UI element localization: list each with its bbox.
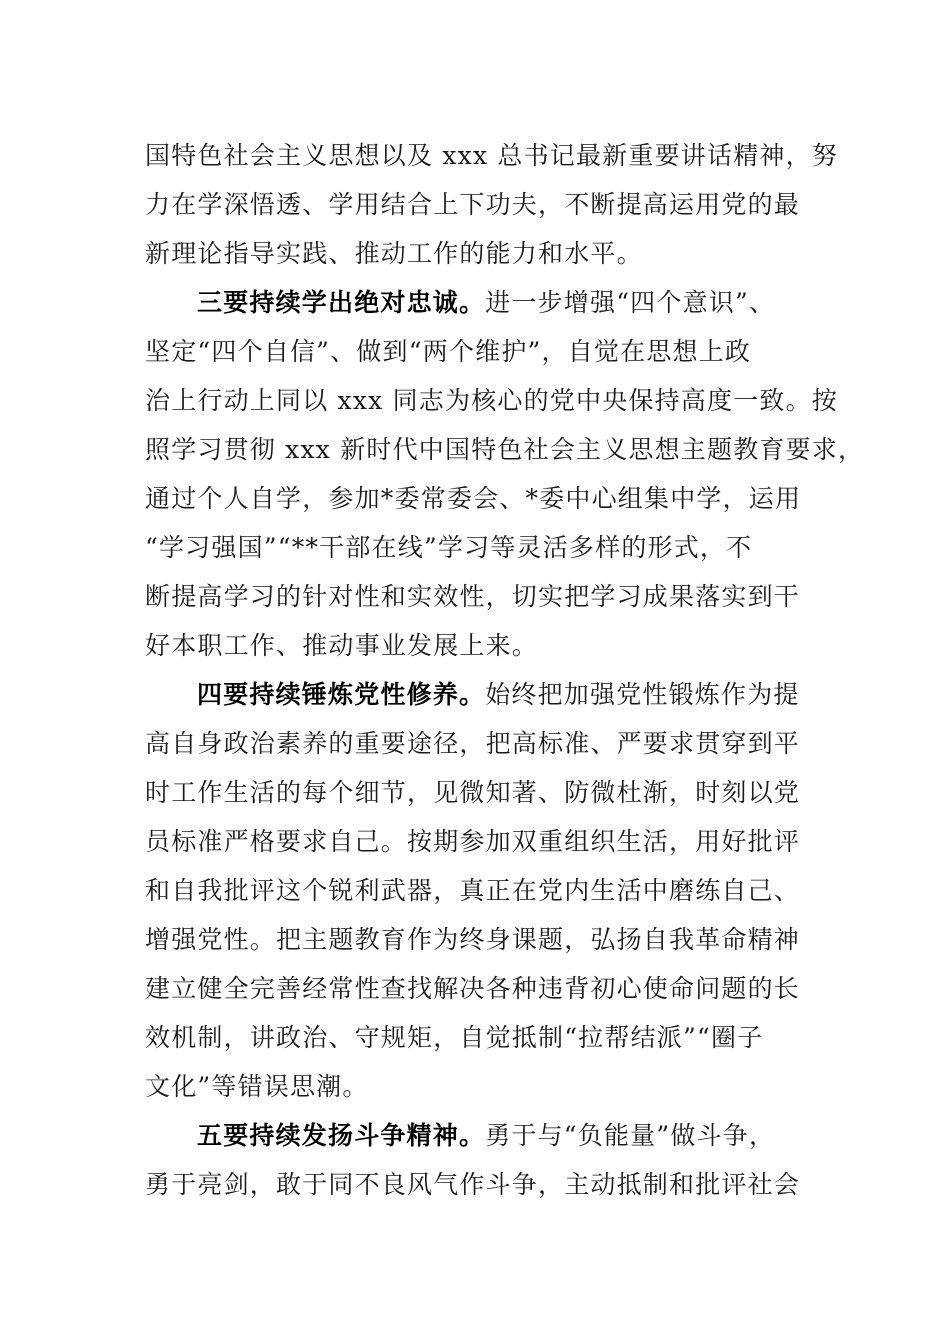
text-line: 好本职工作、推动事业发展上来。 <box>145 631 539 660</box>
paragraph-loyalty <box>145 278 865 670</box>
text-line: 坚定“四个自信”、做到“两个维护”，自觉在思想上政 <box>145 337 752 366</box>
text-line: 和自我批评这个锐利武器，真正在党内生活中磨练自己、 <box>145 876 801 905</box>
text-line: 国特色社会主义思想以及 xxx 总书记最新重要讲话精神，努 <box>145 141 838 170</box>
paragraph-heading: 三要持续学出绝对忠诚。 <box>197 288 486 317</box>
paragraph-struggle <box>145 1111 813 1209</box>
text-line: 文化”等错误思潮。 <box>145 1072 369 1101</box>
paragraph-heading: 四要持续锤炼党性修养。 <box>197 680 486 709</box>
text-line: 增强党性。把主题教育作为终身课题，弘扬自我革命精神 <box>145 925 801 954</box>
paragraph-first-text: 始终把加强党性锻炼作为提 <box>485 680 800 709</box>
document-body <box>145 131 865 1209</box>
text-line: 力在学深悟透、学用结合上下功夫，不断提高运用党的最 <box>145 190 801 219</box>
text-line: 高自身政治素养的重要途径，把高标准、严要求贯穿到平 <box>145 729 801 758</box>
paragraph-first-line <box>145 670 813 719</box>
text-line: 效机制，讲政治、守规矩，自觉抵制“拉帮结派”“圈子 <box>145 1023 764 1052</box>
paragraph-first-line <box>145 278 813 327</box>
paragraph-first-text: 勇于与“负能量”做斗争， <box>485 1121 776 1150</box>
paragraph-first-line <box>145 1111 813 1160</box>
text-line: 建立健全完善经常性查找解决各种违背初心使命问题的长 <box>145 974 801 1003</box>
text-line: 时工作生活的每个细节，见微知著、防微杜渐，时刻以党 <box>145 778 801 807</box>
text-line: “学习强国”“**干部在线”学习等灵活多样的形式，不 <box>145 533 753 562</box>
text-line: 新理论指导实践、推动工作的能力和水平。 <box>145 239 643 268</box>
text-line: 勇于亮剑，敢于同不良风气作斗争，主动抵制和批评社会 <box>145 1170 801 1199</box>
text-line: 通过个人自学，参加*委常委会、*委中心组集中学，运用 <box>145 484 802 513</box>
text-line: 员标准严格要求自己。按期参加双重组织生活，用好批评 <box>145 827 801 856</box>
text-line: 断提高学习的针对性和实效性，切实把学习成果落实到干 <box>145 582 801 611</box>
paragraph-continuation <box>145 131 838 278</box>
paragraph-first-text: 进一步增强“四个意识”、 <box>485 288 776 317</box>
paragraph-party-spirit <box>145 670 813 1111</box>
paragraph-heading: 五要持续发扬斗争精神。 <box>197 1121 486 1150</box>
text-line: 治上行动上同以 xxx 同志为核心的党中央保持高度一致。按 <box>145 386 838 415</box>
text-line: 照学习贯彻 xxx 新时代中国特色社会主义思想主题教育要求， <box>145 435 865 464</box>
